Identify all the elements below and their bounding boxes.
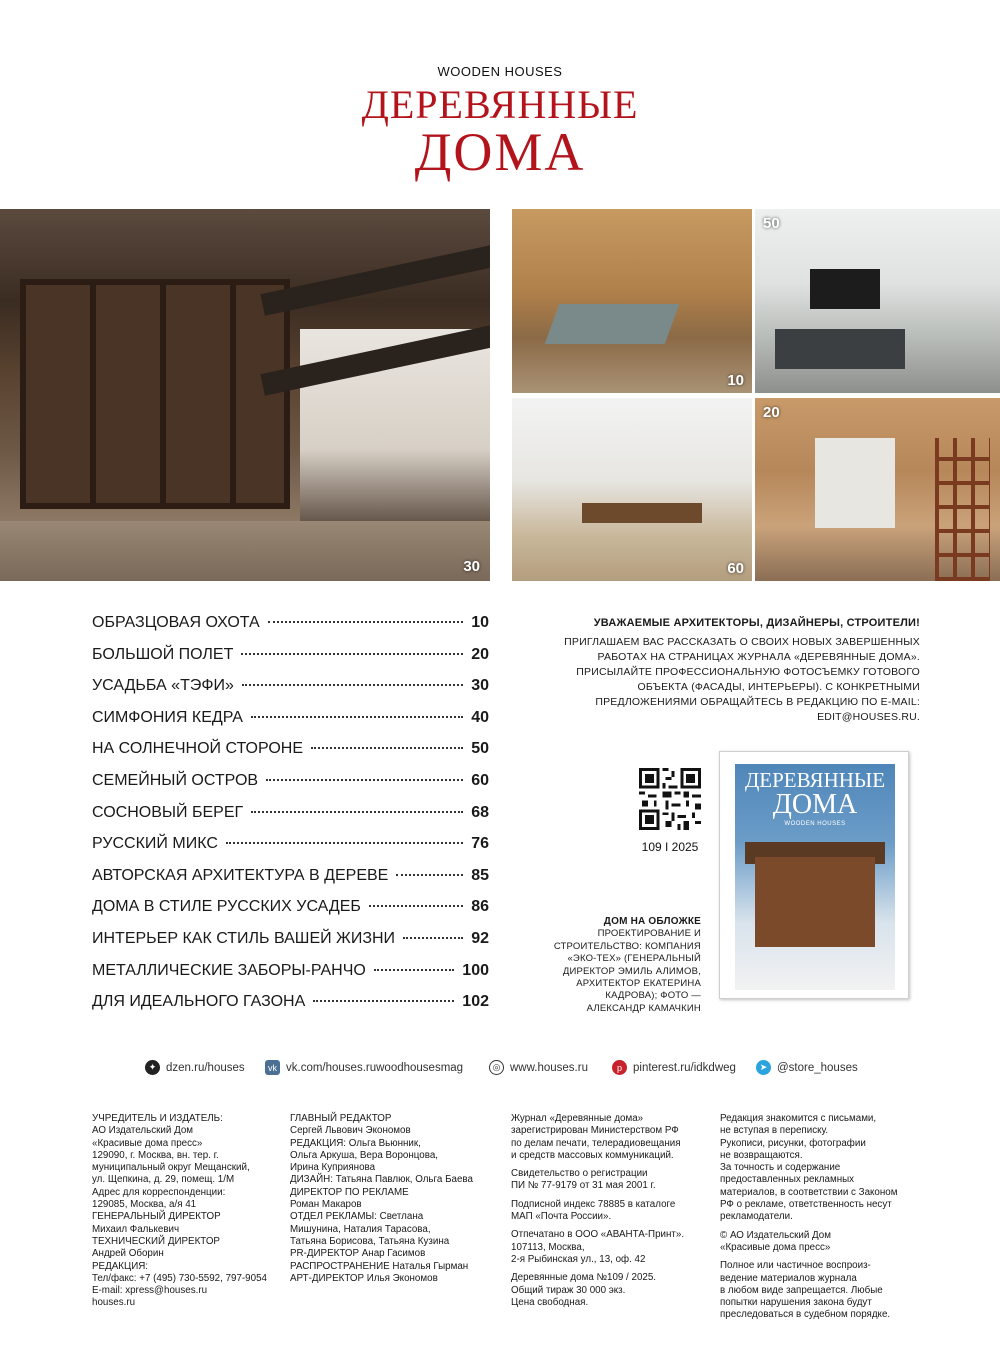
toc-page: 92 — [471, 929, 489, 947]
imprint-line: За точность и содержание — [720, 1162, 841, 1174]
toc-page: 30 — [471, 677, 489, 695]
photo-floor-detail — [0, 521, 490, 581]
invitation-block — [520, 616, 920, 725]
imprint-line: ГЕНЕРАЛЬНЫЙ ДИРЕКТОР — [92, 1211, 221, 1223]
imprint-line: ГЛАВНЫЙ РЕДАКТОР — [290, 1113, 392, 1124]
imprint-line: муниципальный округ Мещанский, — [92, 1162, 250, 1174]
imprint-line: Адрес для корреспонденции: — [92, 1186, 226, 1198]
imprint-line: Сергей Львович Экономов — [290, 1125, 411, 1137]
toc-item[interactable] — [92, 772, 489, 804]
photo-kitchen-bar — [0, 209, 490, 581]
toc-page: 85 — [471, 866, 489, 884]
toc-leader — [251, 811, 463, 813]
photo-dining-kitchen — [512, 398, 752, 581]
imprint-line: «Красивые дома пресс» — [92, 1137, 203, 1149]
photo-page-number: 10 — [727, 372, 744, 389]
toc-title: ИНТЕРЬЕР КАК СТИЛЬ ВАШЕЙ ЖИЗНИ — [92, 929, 396, 947]
imprint-line: «Красивые дома пресс» — [720, 1241, 831, 1253]
toc-page: 10 — [471, 614, 489, 631]
imprint-line: материалов, в соответствии с Законом — [720, 1186, 898, 1198]
photo-lounge — [755, 398, 1000, 581]
toc-title: БОЛЬШОЙ ПОЛЕТ — [92, 645, 234, 663]
toc-item[interactable] — [92, 646, 489, 678]
toc-item[interactable] — [92, 709, 489, 741]
social-telegram[interactable] — [756, 1060, 858, 1075]
social-web-label: www.houses.ru — [510, 1061, 588, 1074]
imprint-line: ул. Щепкина, д. 29, помещ. 1/М — [92, 1174, 235, 1186]
toc-leader — [251, 716, 463, 718]
imprint-line: Редакция знакомится с письмами, — [720, 1113, 877, 1124]
imprint-line: Ольга Аркуша, Вера Воронцова, — [290, 1149, 438, 1161]
magazine-cover[interactable] — [719, 751, 909, 999]
imprint-line: Подписной индекс 78885 в каталоге — [511, 1198, 676, 1210]
imprint-line: РАСПРОСТРАНЕНИЕ Наталья Гырман — [290, 1260, 469, 1272]
photo-dining-table — [582, 503, 702, 523]
toc-title: АВТОРСКАЯ АРХИТЕКТУРА В ДЕРЕВЕ — [92, 866, 389, 884]
imprint-line: преследоваться в судебном порядке. — [720, 1309, 891, 1321]
toc-leader — [374, 969, 455, 971]
globe-icon: ◎ — [489, 1060, 504, 1075]
masthead — [0, 64, 1000, 182]
cover-caption-line: СТРОИТЕЛЬСТВО: КОМПАНИЯ — [553, 940, 701, 952]
issue-number: 109 I 2025 — [641, 840, 699, 854]
toc-item[interactable] — [92, 804, 489, 836]
imprint-line: ДИРЕКТОР ПО РЕКЛАМЕ — [290, 1186, 409, 1198]
photo-page-number: 20 — [763, 404, 780, 421]
cover-caption-line: АЛЕКСАНДР КАМАЧКИН — [586, 1002, 701, 1014]
imprint-line: Журнал «Деревянные дома» — [511, 1113, 644, 1124]
imprint-line: не вступая в переписку. — [720, 1125, 829, 1137]
toc-title: ДЛЯ ИДЕАЛЬНОГО ГАЗОНА — [92, 993, 306, 1011]
photo-shelving — [935, 438, 990, 581]
photo-page-number: 50 — [763, 215, 780, 232]
toc-leader — [241, 653, 463, 655]
imprint-line: © АО Издательский Дом — [720, 1229, 831, 1241]
toc-page: 60 — [471, 771, 489, 789]
telegram-icon: ➤ — [756, 1060, 771, 1075]
photo-billiard-table — [545, 304, 680, 344]
toc-title: ДОМА В СТИЛЕ РУССКИХ УСАДЕБ — [92, 898, 361, 916]
toc-leader — [313, 1000, 454, 1002]
imprint-line: Отпечатано в ООО «АВАНТА-Принт». — [511, 1229, 685, 1241]
imprint-line: Свидетельство о регистрации — [511, 1168, 648, 1180]
imprint-line: ПИ № 77-9179 от 31 мая 2001 г. — [511, 1180, 656, 1192]
photo-billiard-room — [512, 209, 752, 393]
imprint-line: 129085, Москва, а/я 41 — [92, 1199, 197, 1211]
toc-item[interactable] — [92, 677, 489, 709]
toc-title: СОСНОВЫЙ БЕРЕГ — [92, 803, 244, 821]
table-of-contents — [92, 614, 489, 1025]
toc-leader — [369, 905, 463, 907]
imprint-line: Андрей Оборин — [92, 1248, 164, 1260]
toc-title: СЕМЕЙНЫЙ ОСТРОВ — [92, 771, 259, 789]
photo-shelf-detail — [20, 279, 290, 509]
social-dzen[interactable] — [145, 1060, 245, 1075]
imprint-line: РЕДАКЦИЯ: Ольга Вьюнник, — [290, 1137, 421, 1149]
imprint-line: Цена свободная. — [511, 1296, 589, 1308]
imprint-line: Общий тираж 30 000 экз. — [511, 1284, 626, 1296]
imprint-line: АО Издательский Дом — [92, 1125, 194, 1137]
toc-page: 102 — [462, 993, 489, 1011]
toc-title: МЕТАЛЛИЧЕСКИЕ ЗАБОРЫ-РАНЧО — [92, 961, 366, 979]
photo-page-number: 30 — [463, 558, 480, 575]
cover-caption-line: АРХИТЕКТОР ЕКАТЕРИНА — [576, 978, 701, 990]
imprint-line: в любом виде запрещается. Любые — [720, 1284, 883, 1296]
social-vk[interactable] — [265, 1060, 463, 1075]
imprint-publisher — [92, 1113, 277, 1310]
imprint-line: ТЕХНИЧЕСКИЙ ДИРЕКТОР — [92, 1235, 220, 1247]
cover-caption-line: КАДРОВА); ФОТО — — [605, 990, 701, 1002]
imprint-line: АРТ-ДИРЕКТОР Илья Экономов — [290, 1272, 438, 1284]
toc-leader — [266, 779, 463, 781]
imprint-editorial — [290, 1113, 490, 1285]
imprint-line: Рукописи, рисунки, фотографии — [720, 1137, 866, 1149]
toc-leader — [242, 684, 463, 686]
toc-page: 50 — [471, 740, 489, 758]
imprint-line: попытки нарушения закона будут — [720, 1297, 872, 1309]
cover-caption — [520, 916, 701, 1015]
toc-item[interactable] — [92, 835, 489, 867]
imprint-line: 129090, г. Москва, вн. тер. г. — [92, 1149, 219, 1161]
imprint-line: Тел/факс: +7 (495) 730-5592, 797-9054 — [92, 1272, 267, 1284]
toc-leader — [268, 621, 464, 623]
imprint-line: ОТДЕЛ РЕКЛАМЫ: Светлана — [290, 1211, 424, 1223]
toc-page: 40 — [471, 708, 489, 726]
toc-leader — [396, 874, 463, 876]
toc-title: ОБРАЗЦОВАЯ ОХОТА — [92, 614, 260, 631]
imprint-line: Мишунина, Наталия Тарасова, — [290, 1223, 431, 1235]
imprint-line: Ирина Куприянова — [290, 1162, 376, 1174]
imprint-line: РЕДАКЦИЯ: — [92, 1260, 149, 1272]
imprint-line: МАП «Почта России». — [511, 1211, 612, 1223]
cover-caption-line: ДИРЕКТОР ЭМИЛЬ АЛИМОВ, — [562, 965, 701, 977]
toc-item[interactable] — [92, 740, 489, 772]
imprint-line: Деревянные дома №109 / 2025. — [511, 1272, 657, 1284]
imprint-line: по делам печати, телерадиовещания — [511, 1137, 681, 1149]
photo-tv — [810, 269, 880, 309]
imprint-line: рекламодатели. — [720, 1211, 793, 1223]
photo-window — [815, 438, 895, 528]
cover-caption-heading: ДОМ НА ОБЛОЖКЕ — [603, 916, 701, 927]
imprint-line: и средств массовых коммуникаций. — [511, 1149, 674, 1161]
imprint-line: 107113, Москва, — [511, 1241, 585, 1253]
cover-caption-line: «ЭКО-ТЕХ» (ГЕНЕРАЛЬНЫЙ — [567, 953, 701, 965]
social-dzen-label: dzen.ru/houses — [166, 1061, 245, 1074]
social-telegram-label: @store_houses — [777, 1061, 858, 1074]
photo-living-room — [755, 209, 1000, 393]
imprint-line: зарегистрирован Министерством РФ — [511, 1125, 679, 1137]
toc-leader — [403, 937, 463, 939]
toc-item[interactable] — [92, 614, 489, 646]
cover-title-line2: ДОМА — [772, 789, 858, 820]
masthead-subtitle: WOODEN HOUSES — [437, 64, 563, 79]
toc-item[interactable] — [92, 993, 489, 1025]
toc-page: 20 — [471, 645, 489, 663]
imprint-line: houses.ru — [92, 1297, 136, 1309]
toc-title: РУССКИЙ МИКС — [92, 835, 218, 853]
social-web[interactable] — [489, 1060, 588, 1075]
imprint-line: ведение материалов журнала — [720, 1272, 857, 1284]
imprint-line: Роман Макаров — [290, 1199, 362, 1211]
social-pinterest-label: pinterest.ru/idkdweg — [633, 1061, 736, 1074]
cover-caption-line: ПРОЕКТИРОВАНИЕ И — [597, 928, 701, 940]
toc-leader — [226, 842, 463, 844]
photo-sofa — [775, 329, 905, 369]
imprint-line: 2-я Рыбинская ул., 13, оф. 42 — [511, 1253, 646, 1265]
masthead-title-line2: ДОМА — [414, 122, 586, 182]
imprint-line: Михаил Фалькевич — [92, 1223, 180, 1235]
photo-beam-detail — [260, 244, 490, 315]
toc-item[interactable] — [92, 962, 489, 994]
toc-leader — [311, 747, 463, 749]
social-vk-label: vk.com/houses.ruwoodhousesmag — [286, 1061, 464, 1074]
imprint-line: Татьяна Борисова, Татьяна Кузина — [290, 1235, 450, 1247]
imprint-line: предоставленных рекламных — [720, 1174, 855, 1186]
imprint-legal — [720, 1113, 910, 1322]
toc-title: СИМФОНИЯ КЕДРА — [92, 708, 243, 726]
pinterest-icon: p — [612, 1060, 627, 1075]
imprint-line: Полное или частичное воспроиз- — [720, 1260, 871, 1272]
imprint-line: РФ о рекламе, ответственность несут — [720, 1199, 892, 1211]
toc-item[interactable] — [92, 867, 489, 899]
toc-page: 76 — [471, 835, 489, 853]
imprint-line: E-mail: xpress@houses.ru — [92, 1285, 208, 1297]
masthead-title-line1: ДЕРЕВЯННЫЕ — [361, 82, 639, 127]
imprint-line: не возвращаются. — [720, 1149, 803, 1161]
toc-page: 100 — [462, 961, 489, 979]
imprint-line: PR-ДИРЕКТОР Анар Гасимов — [290, 1248, 426, 1260]
qr-code-icon[interactable] — [639, 768, 701, 830]
cover-subtitle: WOODEN HOUSES — [784, 821, 846, 827]
toc-title: НА СОЛНЕЧНОЙ СТОРОНЕ — [92, 740, 303, 758]
cover-house — [755, 857, 875, 947]
toc-page: 68 — [471, 803, 489, 821]
invitation-heading: УВАЖАЕМЫЕ АРХИТЕКТОРЫ, ДИЗАЙНЕРЫ, СТРОИТЕЛИ! — [593, 617, 920, 629]
vk-icon: vk — [265, 1060, 280, 1075]
toc-title: УСАДЬБА «ТЭФИ» — [92, 677, 234, 695]
photo-page-number: 60 — [727, 560, 744, 577]
imprint-line: УЧРЕДИТЕЛЬ И ИЗДАТЕЛЬ: — [92, 1113, 223, 1124]
social-pinterest[interactable] — [612, 1060, 736, 1075]
toc-item[interactable] — [92, 930, 489, 962]
toc-page: 86 — [471, 898, 489, 916]
toc-item[interactable] — [92, 898, 489, 930]
invitation-body: ПРИГЛАШАЕМ ВАС РАССКАЗАТЬ О СВОИХ НОВЫХ ЗАВЕРШЕННЫХ РАБОТАХ НА СТРАНИЦАХ ЖУРНАЛА «ДЕРЕВЯННЫЕ ДОМА». ПРИСЫЛАЙТЕ ПРОФЕССИОНАЛЬНУЮ ФОТОСЪЕМКУ ГОТОВОГО ОБЪЕКТА (ФАСАДЫ, ИНТЕРЬЕРЫ). С КОНКРЕТНЫМИ ПРЕДЛОЖЕНИЯМИ ОБРАЩАЙТЕСЬ В РЕДАКЦИЮ ПО E-MAIL: EDIT@HOUSES.RU. — [564, 636, 920, 723]
imprint-line: ДИЗАЙН: Татьяна Павлюк, Ольга Баева — [290, 1174, 473, 1186]
imprint-registration — [511, 1113, 711, 1309]
dzen-icon: ✦ — [145, 1060, 160, 1075]
cover-title-line1: ДЕРЕВЯННЫЕ — [744, 768, 886, 792]
